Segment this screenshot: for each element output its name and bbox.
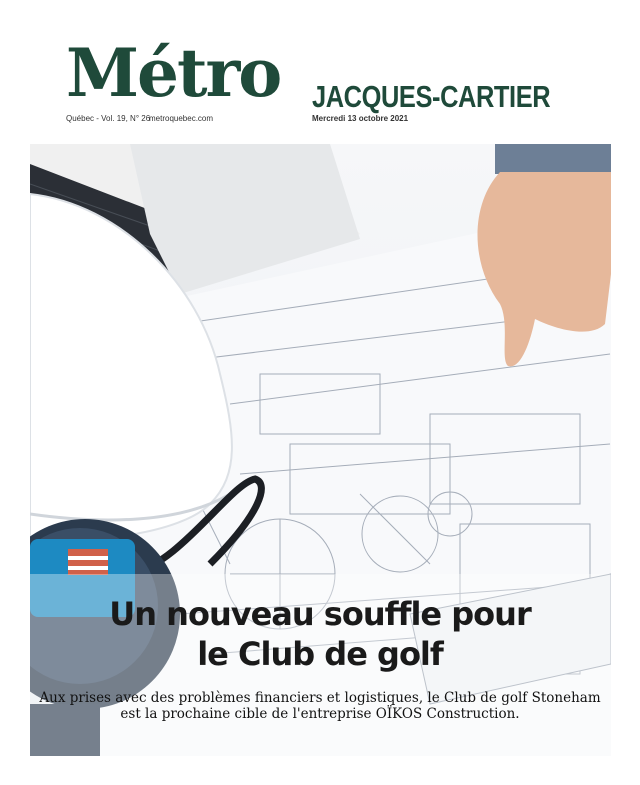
- subtitle-line-2: est la prochaine cible de l'entreprise OÏKOS Construction.: [120, 706, 520, 722]
- website-link[interactable]: metroquebec.com: [149, 114, 214, 123]
- edition-title: JACQUES-CARTIER: [312, 79, 551, 114]
- cover-headline: [0, 594, 640, 674]
- volume-info: Québec - Vol. 19, N° 26: [66, 114, 151, 123]
- headline-line-2: le Club de golf: [197, 635, 443, 673]
- cover-subtitle: [0, 690, 640, 722]
- headline-line-1: Un nouveau souffle pour: [109, 595, 531, 633]
- masthead: [0, 0, 640, 140]
- subtitle-line-1: Aux prises avec des problèmes financiers et logistiques, le Club de golf Stoneham: [39, 690, 601, 706]
- shirt-cuff: [495, 144, 611, 174]
- issue-date: Mercredi 13 octobre 2021: [312, 114, 409, 123]
- metro-logo: Métro: [66, 34, 281, 112]
